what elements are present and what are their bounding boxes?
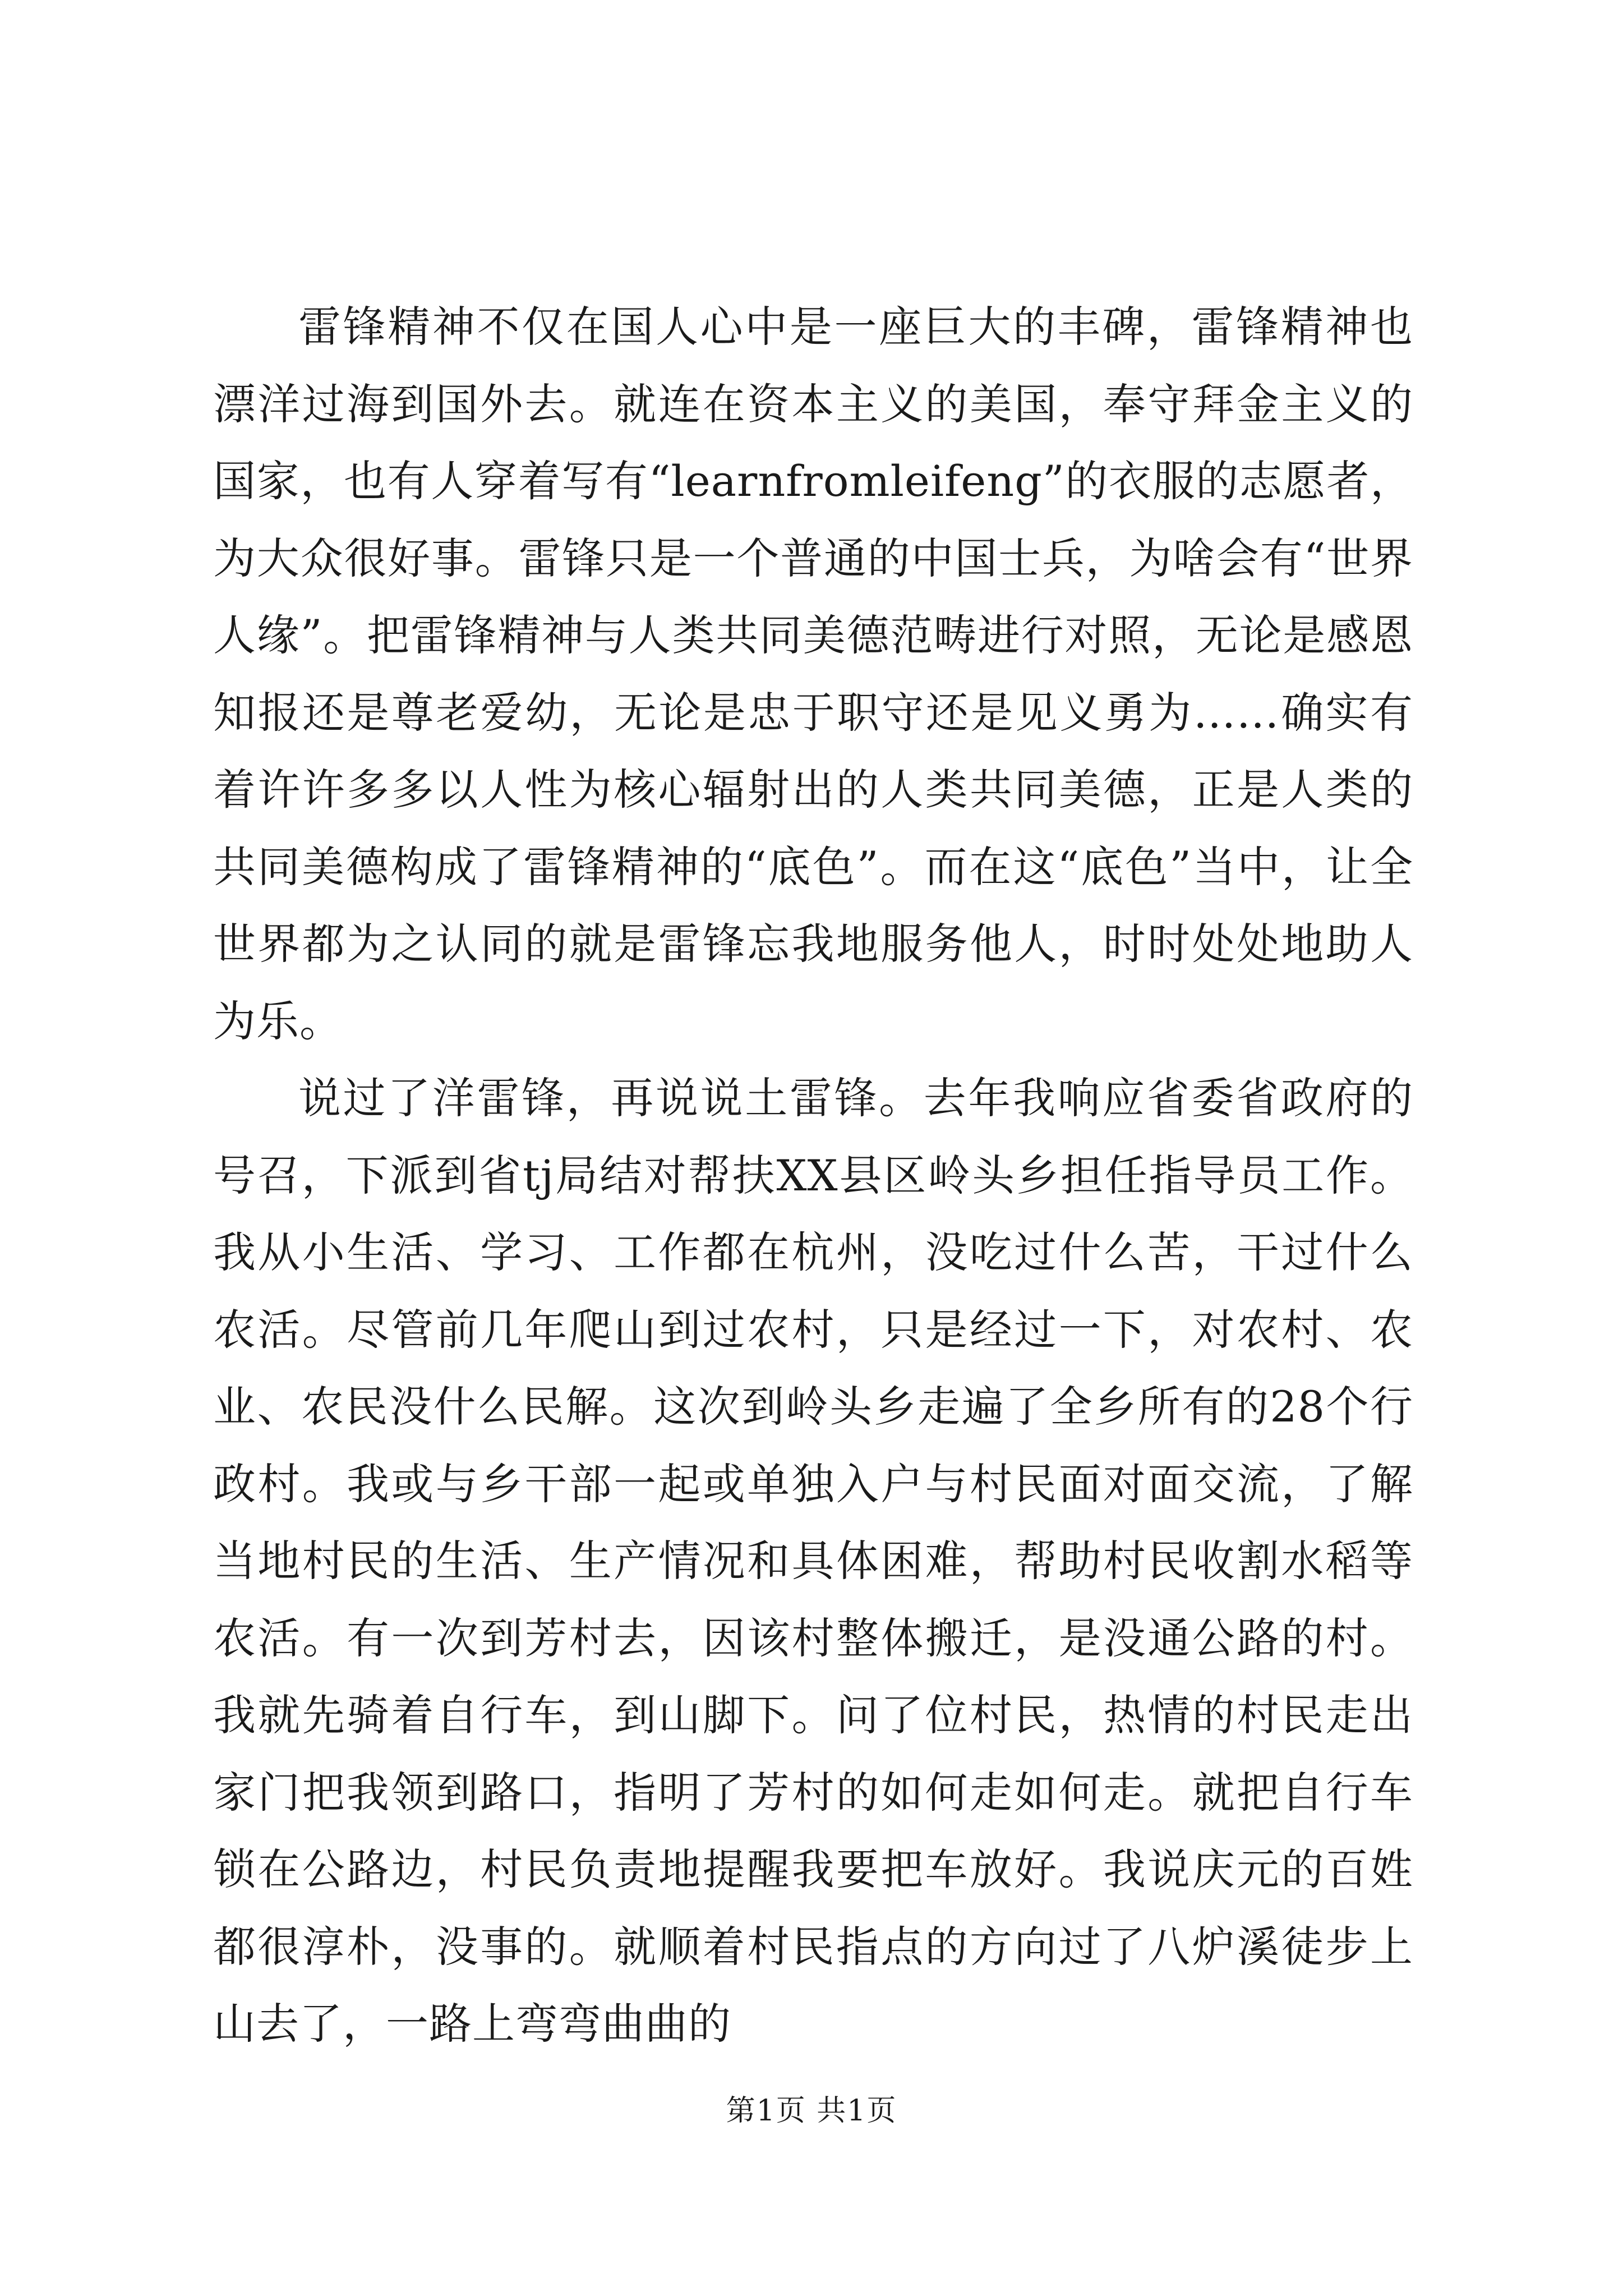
page-footer: 第1页 共1页 (726, 2094, 897, 2128)
document-body (213, 288, 1413, 2063)
paragraph-1: 雷锋精神不仅在国人心中是一座巨大的丰碑，雷锋精神也漂洋过海到国外去。就连在资本主义的美国，奉守拜金主义的国家，也有人穿着写有“learnfromleifeng”的衣服的志愿者，为大众很好事。雷锋只是一个普通的中国士兵，为啥会有“世界人缘”。把雷锋精神与人类共同美德范畴进行对照，无论是感恩知报还是尊老爱幼，无论是忠于职守还是见义勇为……确实有着许许多多以人性为核心辐射出的人类共同美德，正是人类的共同美德构成了雷锋精神的“底色”。而在这“底色”当中，让全世界都为之认同的就是雷锋忘我地服务他人，时时处处地助人为乐。 (213, 302, 1413, 1046)
paragraph-2: 说过了洋雷锋，再说说土雷锋。去年我响应省委省政府的号召，下派到省tj局结对帮扶XX县区岭头乡担任指导员工作。我从小生活、学习、工作都在杭州，没吃过什么苦，干过什么农活。尽管前几年爬山到过农村，只是经过一下，对农村、农业、农民没什么民解。这次到岭头乡走遍了全乡所有的28个行政村。我或与乡干部一起或单独入户与村民面对面交流，了解当地村民的生活、生产情况和具体困难，帮助村民收割水稻等农活。有一次到芳村去，因该村整体搬迁，是没通公路的村。我就先骑着自行车，到山脚下。问了位村民，热情的村民走出家门把我领到路口，指明了芳村的如何走如何走。就把自行车锁在公路边，村民负责地提醒我要把车放好。我说庆元的百姓都很淳朴，没事的。就顺着村民指点的方向过了八炉溪徒步上山去了，一路上弯弯曲曲的 (213, 1073, 1413, 2049)
